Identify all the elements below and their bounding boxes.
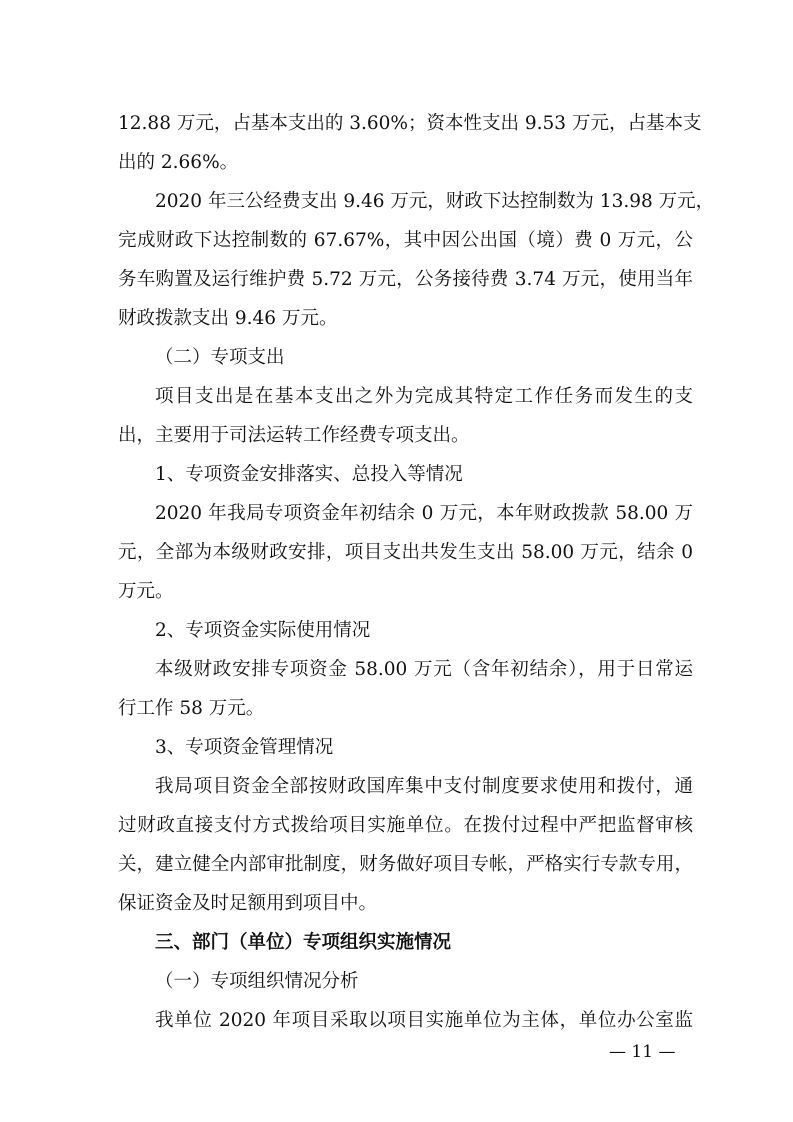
body-line: 万元。 [118, 581, 174, 602]
item-heading: 3、专项资金管理情况 [155, 737, 334, 758]
body-line: 务车购置及运行维护费 5.72 万元，公务接待费 3.74 万元，使用当年 [118, 269, 693, 290]
body-line: 我单位 2020 年项目采取以项目实施单位为主体，单位办公室监 [155, 1010, 693, 1031]
body-line: 元，全部为本级财政安排，项目支出共发生支出 58.00 万元，结余 0 [118, 542, 693, 563]
body-line: 出的 2.66%。 [118, 152, 239, 173]
section-heading: 三、部门（单位）专项组织实施情况 [155, 932, 452, 953]
body-line: 行工作 58 万元。 [118, 698, 265, 719]
body-line: 保证资金及时足额用到项目中。 [118, 893, 378, 914]
body-line: 本级财政安排专项资金 58.00 万元（含年初结余），用于日常运 [155, 659, 693, 680]
body-line: 2020 年三公经费支出 9.46 万元，财政下达控制数为 13.98 万元， [155, 191, 715, 212]
body-line: 我局项目资金全部按财政国库集中支付制度要求使用和拨付，通 [155, 776, 693, 797]
page-number: — 11 — [609, 1042, 676, 1062]
body-line: 过财政直接支付方式拨给项目实施单位。在拨付过程中严把监督审核 [118, 815, 693, 836]
section-subheading: （一）专项组织情况分析 [155, 971, 359, 992]
body-line: 关，建立健全内部审批制度，财务做好项目专帐，严格实行专款专用， [118, 854, 693, 875]
section-subheading: （二）专项支出 [155, 347, 285, 368]
body-line: 完成财政下达控制数的 67.67%，其中因公出国（境）费 0 万元，公 [118, 230, 693, 251]
body-line: 12.88 万元，占基本支出的 3.60%；资本性支出 9.53 万元，占基本支 [118, 113, 702, 134]
body-line: 2020 年我局专项资金年初结余 0 万元，本年财政拨款 58.00 万 [155, 503, 693, 524]
body-line: 出，主要用于司法运转工作经费专项支出。 [118, 425, 470, 446]
body-line: 项目支出是在基本支出之外为完成其特定工作任务而发生的支 [155, 386, 693, 407]
item-heading: 2、专项资金实际使用情况 [155, 620, 371, 641]
item-heading: 1、专项资金安排落实、总投入等情况 [155, 464, 463, 485]
body-line: 财政拨款支出 9.46 万元。 [118, 308, 338, 329]
